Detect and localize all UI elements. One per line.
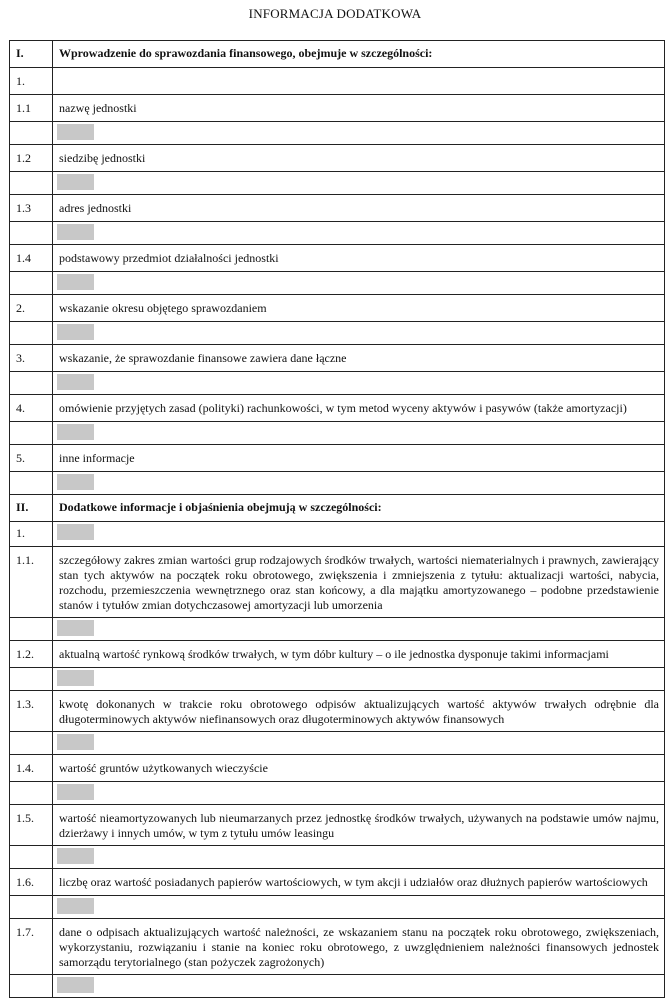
answer-field[interactable] (53, 732, 665, 755)
item-number: 1.2. (10, 641, 53, 668)
answer-placeholder (57, 224, 94, 240)
answer-placeholder (57, 374, 94, 390)
answer-field[interactable] (53, 272, 665, 295)
item-number: 1.1. (10, 547, 53, 618)
answer-field[interactable] (53, 668, 665, 691)
item-row (10, 245, 665, 272)
answer-placeholder (57, 670, 94, 686)
item-number: 4. (10, 395, 53, 422)
answer-field[interactable] (53, 122, 665, 145)
item-row (10, 445, 665, 472)
answer-placeholder (57, 784, 94, 800)
answer-placeholder (57, 734, 94, 750)
item-text: nazwę jednostki (53, 95, 665, 122)
item-text: siedzibę jednostki (53, 145, 665, 172)
answer-field[interactable] (53, 422, 665, 445)
answer-field[interactable] (53, 222, 665, 245)
answer-row (10, 172, 665, 195)
item-number: 1.6. (10, 869, 53, 896)
item-row (10, 195, 665, 222)
answer-row (10, 222, 665, 245)
item-text: wartość gruntów użytkowanych wieczyście (53, 755, 665, 782)
item-row (10, 95, 665, 122)
item-row (10, 869, 665, 896)
answer-placeholder (57, 474, 94, 490)
answer-field[interactable] (53, 172, 665, 195)
item-row (10, 145, 665, 172)
answer-placeholder (57, 174, 94, 190)
item-text: wskazanie, że sprawozdanie finansowe zawiera dane łączne (53, 345, 665, 372)
answer-row (10, 668, 665, 691)
item-text: dane o odpisach aktualizujących wartość należności, ze wskazaniem stanu na początek roku obrotowego, zwiększeniach, wykorzystaniu, rozwiązaniu i stanie na koniec roku obrotowego, z uwzględnieniem należności finansowych jednostek samorządu terytorialnego (stan pożyczek zagrożonych) (53, 919, 665, 975)
answer-field[interactable] (53, 618, 665, 641)
item-number: 1.1 (10, 95, 53, 122)
answer-row (10, 472, 665, 495)
answer-field[interactable] (53, 975, 665, 998)
item-row (10, 295, 665, 322)
answer-row (10, 782, 665, 805)
answer-placeholder (57, 848, 94, 864)
answer-field[interactable] (53, 896, 665, 919)
section-heading-row (10, 495, 665, 522)
item-text: wartość nieamortyzowanych lub nieumarzanych przez jednostkę środków trwałych, używanych na podstawie umów najmu, dzierżawy i innych umów, w tym z tytułu umów leasingu (53, 805, 665, 846)
section-number: II. (10, 495, 53, 522)
item-number: 1.7. (10, 919, 53, 975)
item-number: 1.2 (10, 145, 53, 172)
item-number: 1.5. (10, 805, 53, 846)
answer-row (10, 975, 665, 998)
item-number: 1.3. (10, 691, 53, 732)
item-text: omówienie przyjętych zasad (polityki) rachunkowości, w tym metod wyceny aktywów i pasywów (także amortyzacji) (53, 395, 665, 422)
item-number: 1. (10, 522, 53, 547)
item-text: inne informacje (53, 445, 665, 472)
answer-row (10, 272, 665, 295)
item-text: liczbę oraz wartość posiadanych papierów wartościowych, w tym akcji i udziałów oraz dłużnych papierów wartościowych (53, 869, 665, 896)
item-number: 3. (10, 345, 53, 372)
item-number: 1. (10, 68, 53, 95)
answer-row (10, 846, 665, 869)
item-number: 5. (10, 445, 53, 472)
item-row (10, 395, 665, 422)
section-first-row (10, 522, 665, 547)
item-text: podstawowy przedmiot działalności jednostki (53, 245, 665, 272)
item-number: 2. (10, 295, 53, 322)
item-number: 1.3 (10, 195, 53, 222)
answer-field[interactable] (53, 846, 665, 869)
item-text: szczegółowy zakres zmian wartości grup rodzajowych środków trwałych, wartości niematerialnych i prawnych, zawierający stan tych aktywów na początek roku obrotowego, zwiększenia i zmniejszenia z tytułu: aktualizacji wartości, nabycia, rozchodu, przemieszczenia wewnętrznego oraz stan końcowy, a dla majątku amortyzowanego – podobne przedstawienie stanów i tytułów zmian dotychczasowej amortyzacji lub umorzenia (53, 547, 665, 618)
information-table (9, 40, 665, 998)
section-number: I. (10, 41, 53, 68)
item-row (10, 691, 665, 732)
item-text: adres jednostki (53, 195, 665, 222)
item-row (10, 919, 665, 975)
item-row (10, 755, 665, 782)
answer-placeholder (57, 898, 94, 914)
answer-placeholder (57, 324, 94, 340)
item-row (10, 805, 665, 846)
answer-placeholder (57, 124, 94, 140)
item-text: wskazanie okresu objętego sprawozdaniem (53, 295, 665, 322)
item-text: aktualną wartość rynkową środków trwałych, w tym dóbr kultury – o ile jednostka dysponuje takimi informacjami (53, 641, 665, 668)
answer-row (10, 122, 665, 145)
answer-placeholder (57, 620, 94, 636)
answer-row (10, 896, 665, 919)
answer-row (10, 732, 665, 755)
section-heading: Dodatkowe informacje i objaśnienia obejmują w szczególności: (53, 495, 665, 522)
section-first-row (10, 68, 665, 95)
document-title: INFORMACJA DODATKOWA (248, 6, 422, 21)
item-row (10, 345, 665, 372)
answer-placeholder (57, 977, 94, 993)
answer-field[interactable] (53, 522, 665, 547)
section-heading-row (10, 41, 665, 68)
answer-row (10, 372, 665, 395)
answer-row (10, 422, 665, 445)
item-text: kwotę dokonanych w trakcie roku obrotowego odpisów aktualizujących wartość aktywów trwałych odrębnie dla długoterminowych aktywów niefinansowych oraz długoterminowych aktywów finansowych (53, 691, 665, 732)
answer-field[interactable] (53, 322, 665, 345)
answer-field[interactable] (53, 472, 665, 495)
item-row (10, 641, 665, 668)
section-heading: Wprowadzenie do sprawozdania finansowego, obejmuje w szczególności: (53, 41, 665, 68)
answer-field[interactable] (53, 782, 665, 805)
answer-row (10, 322, 665, 345)
item-row (10, 547, 665, 618)
item-number: 1.4 (10, 245, 53, 272)
item-number: 1.4. (10, 755, 53, 782)
answer-placeholder (57, 524, 94, 540)
item-text (53, 68, 665, 95)
answer-field[interactable] (53, 372, 665, 395)
answer-placeholder (57, 274, 94, 290)
answer-placeholder (57, 424, 94, 440)
answer-row (10, 618, 665, 641)
